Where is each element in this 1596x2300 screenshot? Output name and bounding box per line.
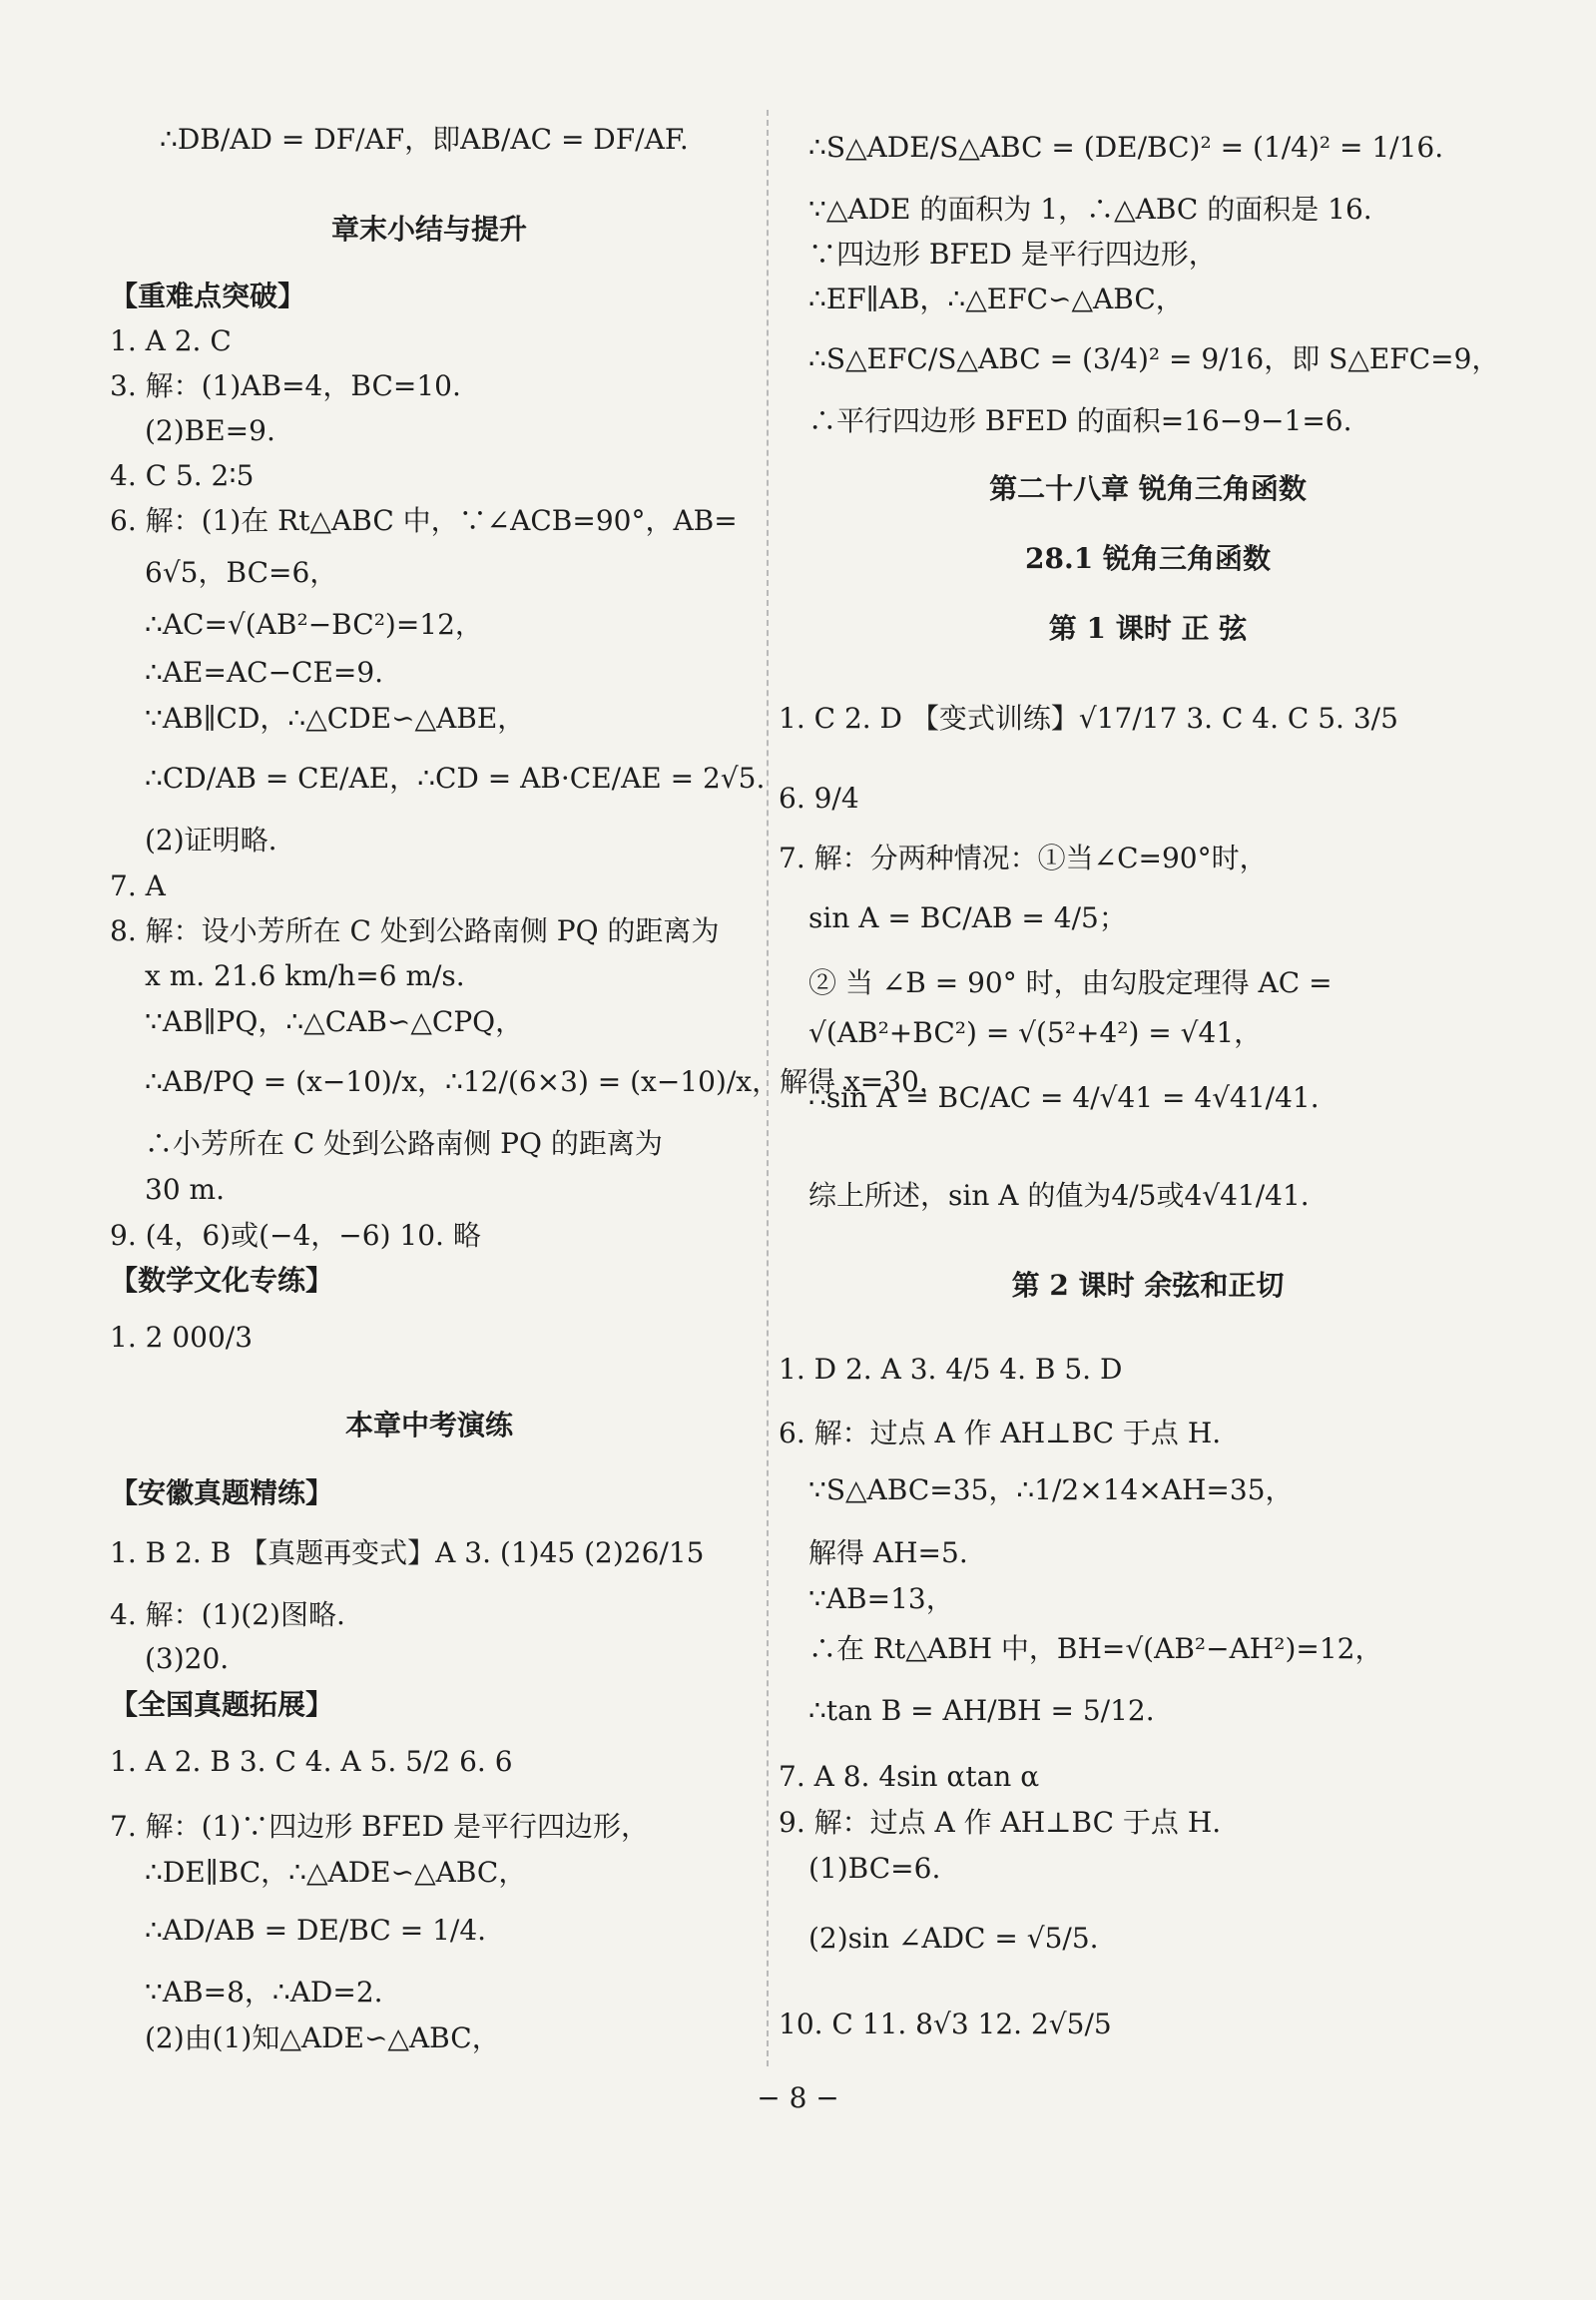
answer-line: 7. 解：(1)∵四边形 BFED 是平行四边形， [110,1810,649,1843]
answer-line: 6. 解：过点 A 作 AH⊥BC 于点 H. [779,1417,1222,1449]
answer-line: ∴AC=√(AB²−BC²)=12， [145,608,483,641]
answer-line: (2)由(1)知△ADE∽△ABC， [145,2021,500,2054]
answer-line: 1. A 2. C [110,324,232,357]
answer-line: 7. A 8. 4sin αtan α [779,1760,1040,1793]
answer-line: ∵四边形 BFED 是平行四边形， [808,238,1217,271]
answer-line: 综上所述，sin A 的值为4/5或4√41/41. [808,1179,1310,1212]
answer-line: √(AB²+BC²) = √(5²+4²) = √41， [808,1016,1263,1049]
answer-line: 4. 解：(1)(2)图略. [110,1598,345,1631]
answer-line: 8. 解：设小芳所在 C 处到公路南侧 PQ 的距离为 [110,914,720,947]
answer-line: (2)证明略. [145,824,277,857]
section-heading: 章末小结与提升 [330,213,527,246]
subsection-heading: 【重难点突破】 [110,280,306,312]
answer-line: ∴平行四边形 BFED 的面积=16−9−1=6. [808,404,1352,437]
answer-line: 4. C 5. 2∶5 [110,459,255,492]
answer-line: ∵AB∥CD，∴△CDE∽△ABE， [145,702,526,735]
answer-line: ∵AB∥PQ，∴△CAB∽△CPQ， [145,1005,524,1038]
answer-line: ∴sin A = BC/AC = 4/√41 = 4√41/41. [808,1081,1320,1114]
answer-line: (2)sin ∠ADC = √5/5. [808,1922,1099,1955]
subsection-heading: 【安徽真题精练】 [110,1476,334,1509]
answer-line: 7. 解：分两种情况：①当∠C=90°时， [779,842,1268,874]
answer-line: ② 当 ∠B = 90° 时，由勾股定理得 AC = [808,966,1332,999]
section-heading: 本章中考演练 [344,1409,513,1441]
answer-line: 9. (4，6)或(−4，−6) 10. 略 [110,1219,481,1252]
text-line: ∴DB/AD = DF/AF，即AB/AC = DF/AF. [160,123,689,156]
text-line: ∴S△ADE/S△ABC = (DE/BC)² = (1/4)² = 1/16. [808,131,1444,164]
answer-line: ∵△ADE 的面积为 1，∴△ABC 的面积是 16. [808,193,1372,226]
answer-line: 9. 解：过点 A 作 AH⊥BC 于点 H. [779,1806,1222,1839]
answer-line: 1. 2 000/3 [110,1321,254,1354]
answer-line: 10. C 11. 8√3 12. 2√5/5 [779,2008,1112,2040]
answer-line: 1. D 2. A 3. 4/5 4. B 5. D [779,1353,1123,1386]
lesson-heading: 第 1 课时 正 弦 [1048,612,1248,645]
answer-line: ∴小芳所在 C 处到公路南侧 PQ 的距离为 [145,1127,663,1160]
answer-line: ∵AB=13， [808,1582,954,1615]
answer-line: ∴CD/AB = CE/AE，∴CD = AB·CE/AE = 2√5. [145,762,766,795]
section-heading: 28.1 锐角三角函数 [1025,542,1271,575]
answer-line: ∴tan B = AH/BH = 5/12. [808,1694,1155,1727]
answer-line: ∴S△EFC/S△ABC = (3/4)² = 9/16，即 S△EFC=9， [808,342,1500,375]
answer-line: ∴DE∥BC，∴△ADE∽△ABC， [145,1856,527,1889]
answer-line: ∵AB=8，∴AD=2. [145,1976,383,2009]
answer-line: 7. A [110,869,166,902]
answer-line: ∴在 Rt△ABH 中，BH=√(AB²−AH²)=12， [808,1632,1383,1665]
answer-line: 1. B 2. B 【真题再变式】A 3. (1)45 (2)26/15 [110,1536,705,1569]
answer-line: 3. 解：(1)AB=4，BC=10. [110,369,461,402]
answer-line: (1)BC=6. [808,1852,941,1885]
answer-line: (3)20. [145,1642,230,1675]
answer-line: 30 m. [145,1173,225,1206]
answer-line: 6√5，BC=6， [145,556,338,589]
answer-line: 6. 9/4 [779,782,859,815]
answer-line: ∴AE=AC−CE=9. [145,656,384,689]
answer-line: sin A = BC/AB = 4/5； [808,901,1127,934]
answer-line: (2)BE=9. [145,414,275,447]
answer-line: ∴AB/PQ = (x−10)/x，∴12/(6×3) = (x−10)/x，解得 x=30， [145,1065,947,1098]
page-number: − 8 − [757,2081,839,2114]
answer-line: x m. 21.6 km/h=6 m/s. [145,959,465,992]
answer-line: ∵S△ABC=35，∴1/2×14×AH=35， [808,1473,1294,1506]
answer-line: ∴EF∥AB，∴△EFC∽△ABC， [808,283,1184,315]
subsection-heading: 【全国真题拓展】 [110,1688,334,1721]
lesson-heading: 第 2 课时 余弦和正切 [1011,1269,1285,1302]
answer-line: 6. 解：(1)在 Rt△ABC 中，∵∠ACB=90°，AB= [110,504,738,537]
subsection-heading: 【数学文化专练】 [110,1264,334,1297]
answer-line: 1. C 2. D 【变式训练】√17/17 3. C 4. C 5. 3/5 [779,702,1398,735]
answer-line: ∴AD/AB = DE/BC = 1/4. [145,1914,487,1947]
answer-line: 解得 AH=5. [808,1536,968,1569]
chapter-heading: 第二十八章 锐角三角函数 [989,472,1307,505]
answer-line: 1. A 2. B 3. C 4. A 5. 5/2 6. 6 [110,1745,513,1778]
